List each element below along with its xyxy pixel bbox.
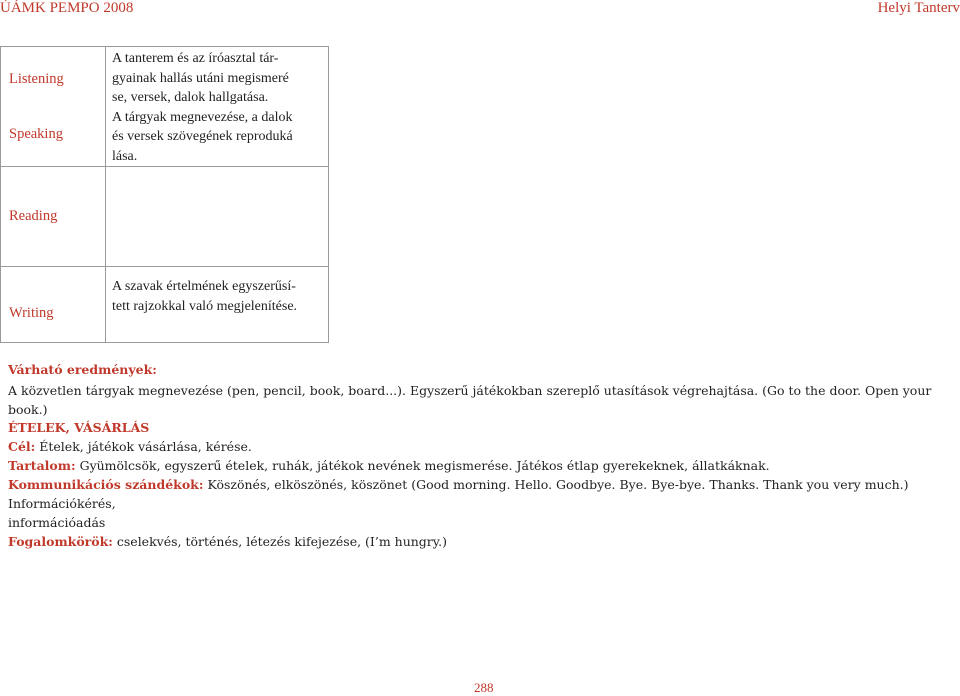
skill-cell-listening-speaking bbox=[1, 47, 106, 167]
desc-line: gyainak hallás utáni megismeré bbox=[112, 70, 289, 86]
table-row bbox=[1, 167, 329, 267]
topic-communication bbox=[8, 475, 958, 513]
table-row bbox=[1, 267, 329, 343]
desc-line: se, versek, dalok hallgatása. bbox=[112, 90, 269, 105]
skill-desc-writing bbox=[106, 267, 329, 343]
concepts-label: Fogalomkörök: bbox=[8, 534, 113, 549]
comm-text: Köszönés, elköszönés, köszönet (Good morning. Hello. Goodbye. Bye. Bye-bye. Thanks. Thank you very much.) Információkérés, bbox=[8, 477, 909, 511]
desc-line: tett rajzokkal való megjelenítése. bbox=[112, 298, 298, 314]
expected-results-heading: Várható eredmények: bbox=[8, 362, 157, 377]
header-left-title: ÚÁMK PEMPO 2008 bbox=[0, 0, 134, 16]
desc-line: A tanterem és az íróasztal tár- bbox=[112, 51, 279, 66]
skill-desc-reading bbox=[106, 167, 329, 267]
goal-label: Cél: bbox=[8, 439, 36, 454]
expected-results-text: A közvetlen tárgyak megnevezése (pen, pencil, book, board...). Egyszerű játékokban szereplő utasítások végrehajtása. (Go to the door. Open your book.) bbox=[8, 383, 932, 417]
skill-label-speaking: Speaking bbox=[9, 125, 63, 142]
desc-line: lása. bbox=[112, 148, 138, 164]
comm-text-continued: információadás bbox=[8, 515, 106, 530]
page-number: 288 bbox=[474, 680, 494, 695]
goal-text: Ételek, játékok vásárlása, kérése. bbox=[39, 439, 252, 454]
content-text: Gyümölcsök, egyszerű ételek, ruhák, játékok nevének megismerése. Játékos étlap gyerekeknek, állatkáknak. bbox=[79, 458, 770, 473]
expected-results-section bbox=[8, 360, 958, 419]
skill-desc-listening-speaking bbox=[106, 47, 329, 167]
topic-section bbox=[8, 418, 958, 551]
comm-label: Kommunikációs szándékok: bbox=[8, 477, 204, 492]
topic-goal bbox=[8, 437, 958, 456]
desc-line: A szavak értelmének egyszerűsí- bbox=[112, 279, 296, 294]
desc-line: és versek szövegének reproduká bbox=[112, 129, 293, 144]
concepts-text: cselekvés, történés, létezés kifejezése, (I’m hungry.) bbox=[116, 534, 448, 549]
content-label: Tartalom: bbox=[8, 458, 76, 473]
topic-content bbox=[8, 456, 958, 475]
skill-label-reading: Reading bbox=[1, 167, 106, 267]
page-header bbox=[0, 0, 960, 20]
header-right-title: Helyi Tanterv bbox=[877, 0, 960, 16]
table-row bbox=[1, 47, 329, 167]
skill-label-listening: Listening bbox=[9, 70, 64, 87]
topic-concepts bbox=[8, 532, 958, 551]
topic-title: ÉTELEK, VÁSÁRLÁS bbox=[8, 420, 150, 435]
skill-label-writing: Writing bbox=[1, 267, 106, 343]
desc-line: A tárgyak megnevezése, a dalok bbox=[112, 109, 293, 125]
skills-table bbox=[0, 46, 329, 343]
